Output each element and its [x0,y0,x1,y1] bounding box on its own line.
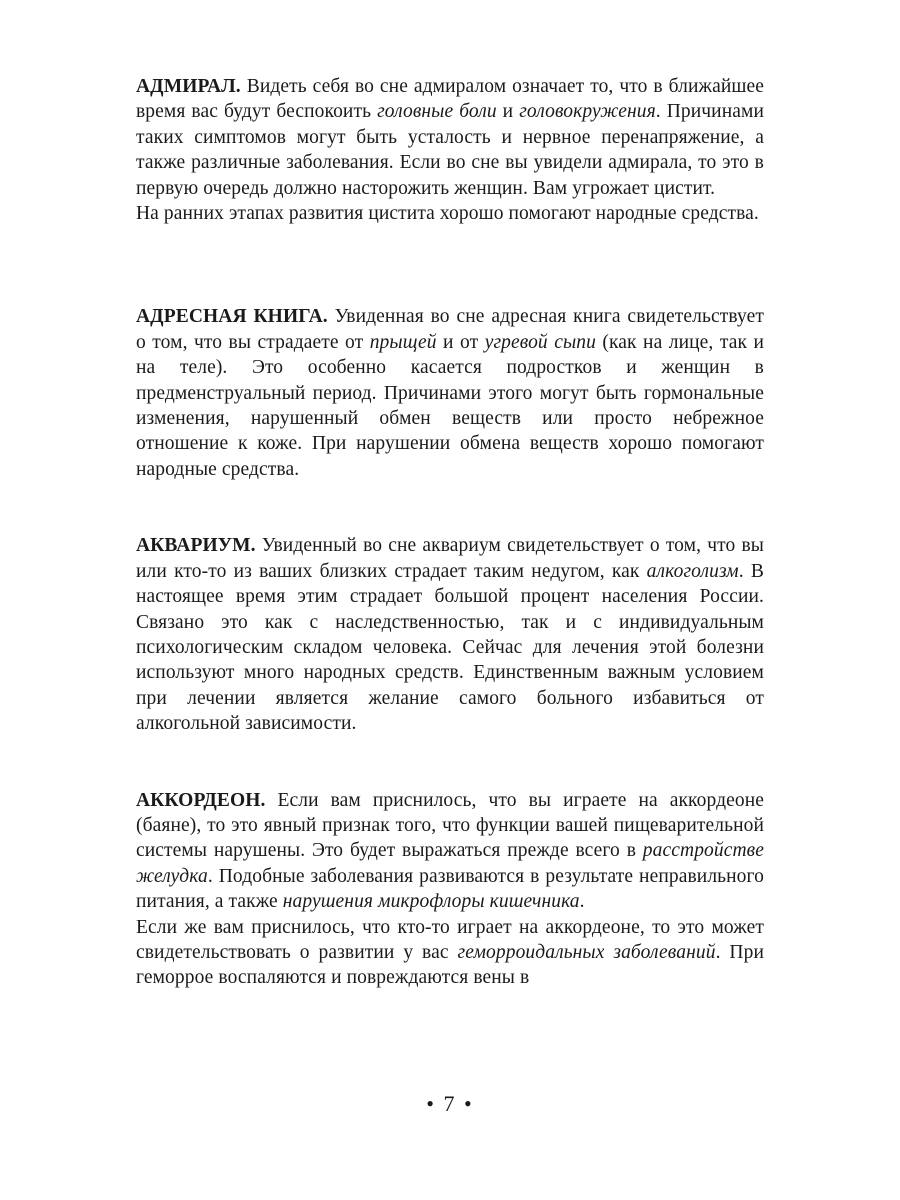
entry-paragraph [136,915,764,991]
entry-admiral [136,74,764,226]
text-run: . В настоящее время этим страдает большой процент населения России. Связано это как с наследственностью, так и с индивидуальным психологическим складом человека. Сейчас для лечения этой болезни используют много народных средств. Единственным важным условием при лечении является желание самого больного избавиться от алкогольной зависимости. [136,560,764,735]
italic-run: головокружения [519,101,656,123]
text-run: и [496,101,520,123]
spacer [136,482,764,533]
italic-run: расстройстве желудка [136,840,764,887]
text-run: и от [436,331,485,353]
entry-paragraph [136,304,764,482]
entry-paragraph [136,74,764,201]
text-run: Если же вам приснилось, что кто-то играет на аккордеоне, то это может свидетельствовать о развитии у вас [136,916,764,963]
text-run: Видеть себя во сне адмиралом означает то, что в ближайшее время вас будут беспокоить [136,76,764,123]
spacer [136,226,764,304]
italic-run: нарушения микрофлоры кишечника [282,891,580,913]
text-run: Увиденный во сне аквариум свидетельствует о том, что вы или кто-то из ваших близких страдает таким недугом, как [136,535,764,582]
spacer [136,737,764,788]
page-content [136,74,764,991]
entry-paragraph [136,201,764,226]
text-run: . При геморрое воспаляются и повреждаются вены в [136,941,764,989]
text-run: . Причинами таких симптомов могут быть усталость и нервное перенапряжение, а также различные заболевания. Если во сне вы увидели адмирала, то это в первую очередь должно насторожить женщин. Вам угрожает цистит. [136,101,764,199]
text-run: Если вам приснилось, что вы играете на аккордеоне (баяне), то это явный признак того, что функции вашей пищеварительной системы нарушены. Это будет выражаться прежде всего в [136,789,764,862]
entry-paragraph [136,533,764,736]
entry-accordion [136,788,764,991]
text-run: На ранних этапах развития цистита хорошо помогают народные средства. [136,203,759,225]
text-run: . [579,891,585,913]
italic-run: геморроидальных заболеваний [457,941,716,963]
italic-run: головные боли [377,101,497,123]
entry-term: АДРЕСНАЯ КНИГА. [136,306,328,328]
entry-term: АКВАРИУМ. [136,535,256,557]
entry-aquarium [136,533,764,736]
entry-address-book [136,304,764,482]
text-run: (как на лице, так и на теле). Это особенно касается подростков и женщин в предменструальный период. Причинами этого могут быть гормональные изменения, нарушенный обмен веществ или просто небрежное отношение к коже. При нарушении обмена веществ хорошо помогают народные средства. [136,331,764,480]
text-run: . Подобные заболевания развиваются в результате неправильного питания, а также [136,865,764,913]
italic-run: алкоголизм [646,560,739,582]
entry-term: АККОРДЕОН. [136,789,266,811]
italic-run: угревой сыпи [484,331,596,353]
text-run: Увиденная во сне адресная книга свидетельствует о том, что вы страдаете от [136,306,764,353]
page-number: • 7 • [426,1091,474,1116]
italic-run: прыщей [369,331,437,353]
entry-term: АДМИРАЛ. [136,76,241,97]
entry-paragraph [136,788,764,915]
